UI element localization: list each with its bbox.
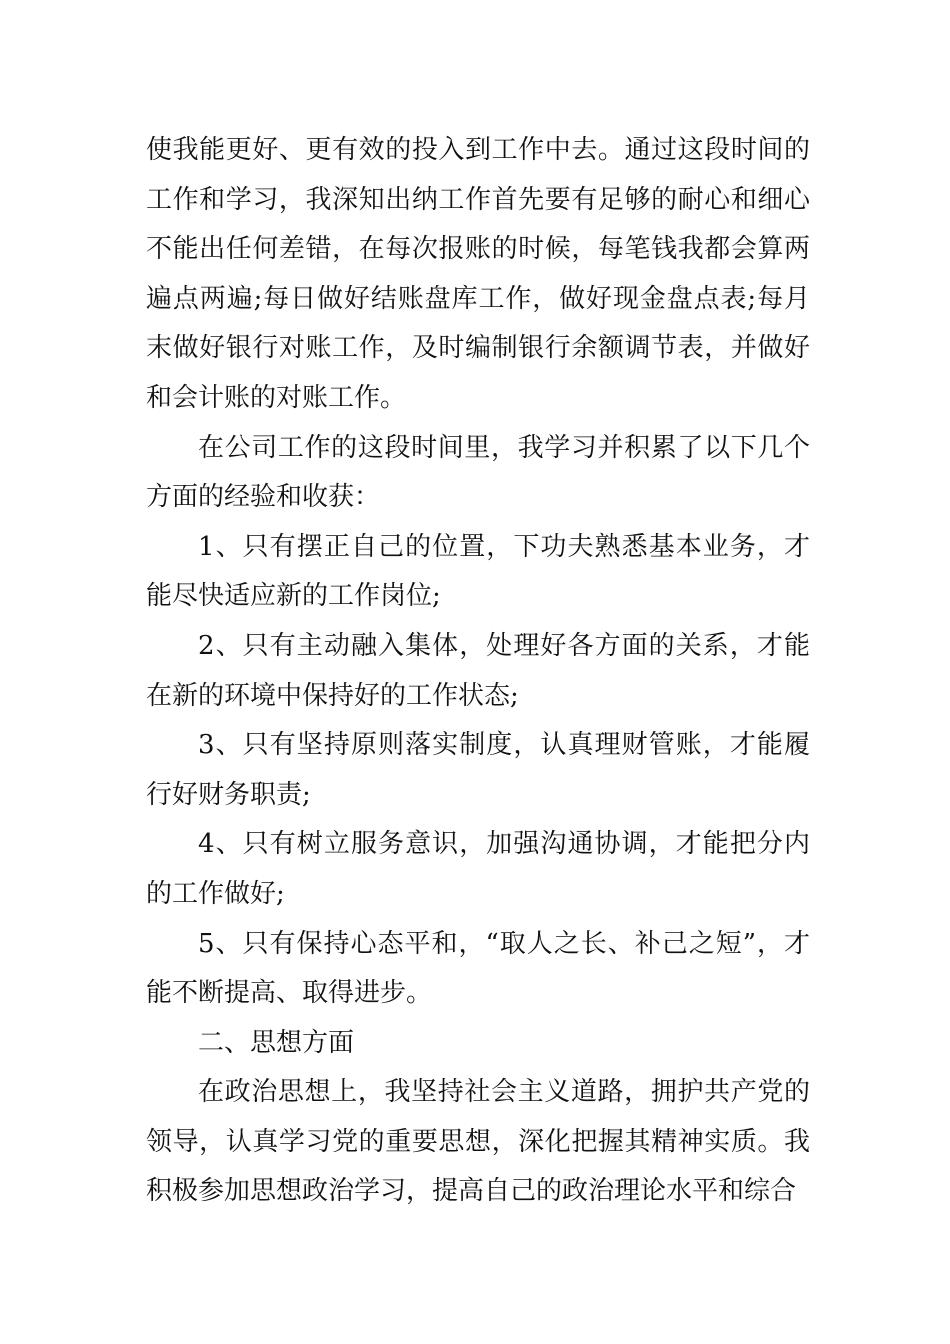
document-body	[146, 126, 810, 1217]
section-heading-thought: 二、思想方面	[198, 1027, 355, 1058]
paragraph-political-thought: 在政治思想上，我坚持社会主义道路，拥护共产党的领导，认真学习党的重要思想，深化把握其精神实质。我积极参加思想政治学习，提高自己的政治理论水平和综合	[146, 1077, 810, 1207]
list-item-2: 2、只有主动融入集体，处理好各方面的关系，才能在新的环境中保持好的工作状态;	[146, 630, 810, 711]
list-item-5: 5、只有保持心态平和，“取人之长、补己之短”，才能不断提高、取得进步。	[146, 928, 810, 1009]
list-item-1: 1、只有摆正自己的位置，下功夫熟悉基本业务，才能尽快适应新的工作岗位;	[146, 531, 810, 612]
paragraph-continuation: 使我能更好、更有效的投入到工作中去。通过这段时间的工作和学习，我深知出纳工作首先要有足够的耐心和细心不能出任何差错，在每次报账的时候，每笔钱我都会算两遍点两遍;每日做好结账盘库工作，做好现金盘点表;每月末做好银行对账工作，及时编制银行余额调节表，并做好和会计账的对账工作。	[146, 135, 810, 413]
list-item-3: 3、只有坚持原则落实制度，认真理财管账，才能履行好财务职责;	[146, 730, 810, 810]
list-item-4: 4、只有树立服务意识，加强沟通协调，才能把分内的工作做好;	[146, 829, 810, 909]
paragraph-experience-intro: 在公司工作的这段时间里，我学习并积累了以下几个方面的经验和收获：	[146, 432, 810, 513]
